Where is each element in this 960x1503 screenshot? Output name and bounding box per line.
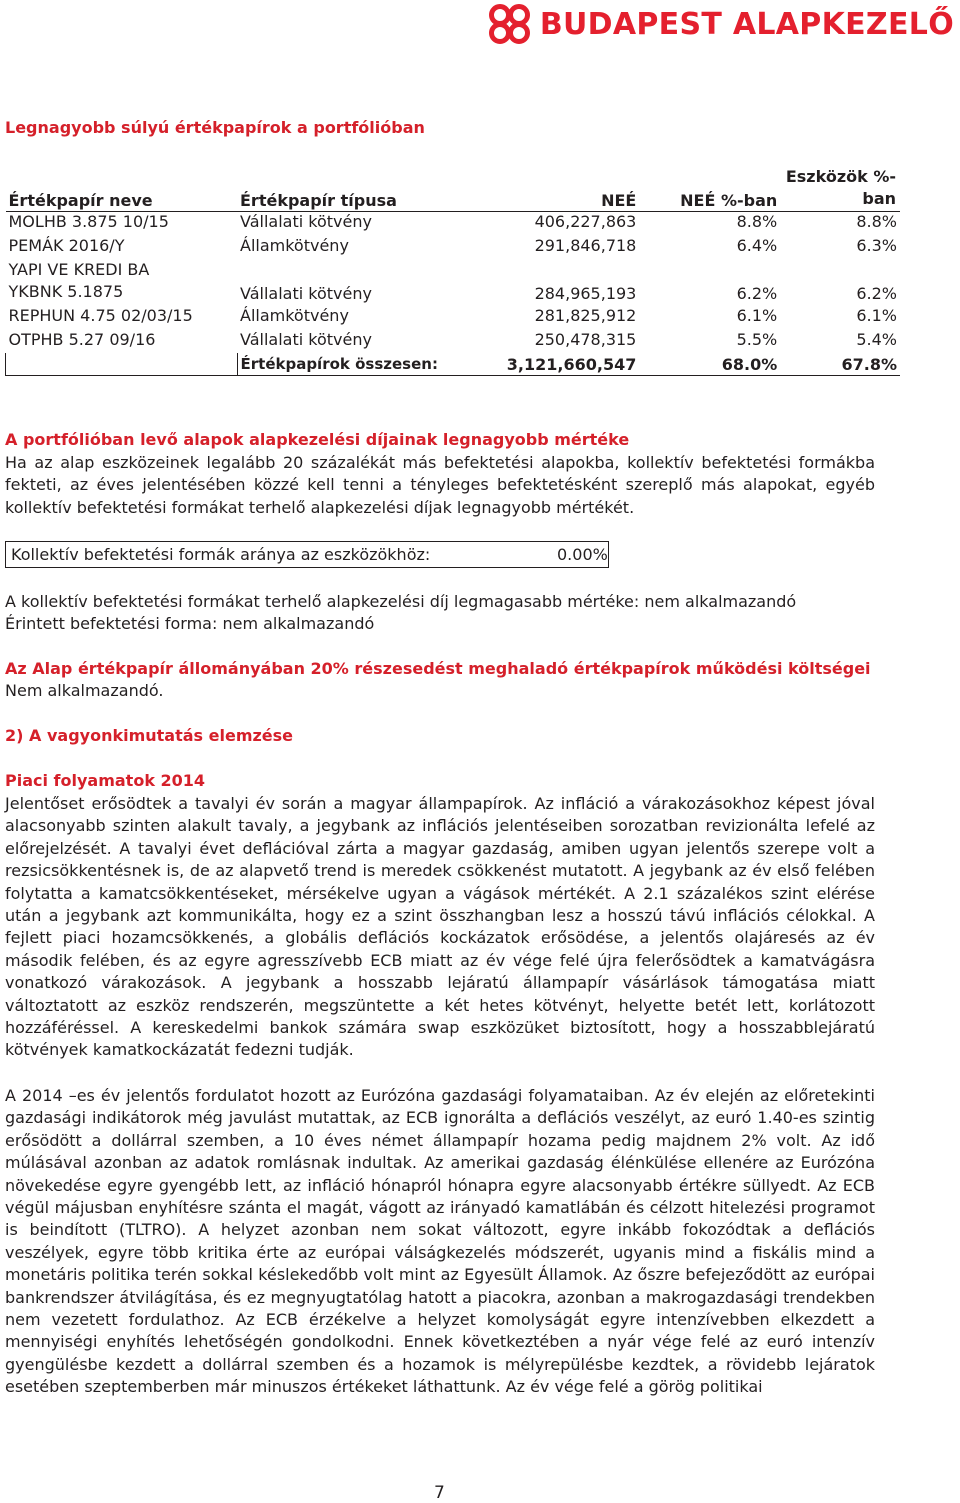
table-row bbox=[6, 330, 901, 354]
col-header-asset-pct: Eszközök %-ban bbox=[780, 166, 900, 212]
cell-nav-pct: 5.5% bbox=[736, 329, 778, 349]
fees-text: Ha az alap eszközeinek legalább 20 százalékát más befektetési alapokba, kollektív befektetési formákba fekteti, az éves jelentésében közzé kell tenni a tényleges befektetésként szereplő más alapokat, egyéb kollektív befektetési formákat terhelő alapkezelési díjak legnagyobb mértékét. bbox=[5, 453, 875, 517]
cell-name: PEMÁK 2016/Y bbox=[8, 235, 125, 255]
table-row bbox=[6, 259, 901, 303]
cell-type: Vállalati kötvény bbox=[240, 329, 372, 349]
cell-asset-pct: 6.3% bbox=[856, 235, 897, 255]
cell-nav: 281,825,912 bbox=[534, 306, 637, 325]
col-header-nav: NEÉ bbox=[471, 166, 639, 212]
collective-ratio-box bbox=[5, 541, 609, 568]
cell-asset-pct: 6.1% bbox=[856, 306, 897, 325]
total-blank-cell bbox=[6, 353, 238, 376]
collective-ratio-value: 0.00% bbox=[557, 545, 608, 564]
cell-type: Államkötvény bbox=[240, 235, 349, 255]
cell-nav: 250,478,315 bbox=[534, 329, 637, 349]
col-header-type: Értékpapír típusa bbox=[237, 166, 471, 212]
cell-nav-pct: 8.8% bbox=[736, 212, 778, 231]
table-total-row bbox=[6, 353, 901, 376]
analysis-paragraph-2: A 2014 –es év jelentős fordulatot hozott az Eurózóna gazdasági folyamataiban. Az év elején az előretekinti gazdasági indikátorok még javulást mutattak, az ECB ignorálta a deflációs veszélyt, az euró 1.40-es szintig erősödött a dollárral szemben, a 10 éves német állampapír hozama pedig majdnem 2% volt. Az idő múlásával azonban az adatok romlásnak indultak. Az amerikai gazdaság élénkülése ellenére az Eurózóna növekedése egyre gyengébb lett, az infláció hónapról hónapra egyre alacsonyabb értékre süllyedt. Az ECB végül májusban enyhítésre szánta el magát, vágott az irányadó kamatlábán és célzott hitelezési programot is beindított (TLTRO). A helyzet azonban nem sokat változott, egyre inkább fokozódtak a deflációs veszélyek, egyre több kritika érte az európai válságkezelés módszerét, ugyanis mind a fiskális mind a monetáris politika terén sokkal késlekedőbb volt mint az Egyesült Államok. Az őszre befejeződött az európai bankrendszer átvilágítása, és ez megnyugtatólag hatott a piacokra, azonban a makrogazdasági trendekben nem vezetett fordulathoz. Az ECB érzékelve a helyzet komolyságát egyre intenzívebben elkezdett a mennyiségi enyhítés lehetőségén gondolkodni. Ennek következtében a nyár vége felé az euró intenzív gyengülésbe kezdett a dollárral szemben és a hozamok is mélyrepülésbe kezdtek, a rövidebb lejáratok esetében szeptemberben már minuszos értékeket láthattunk. Az év vége felé a görög politikai bbox=[5, 1086, 875, 1397]
cell-asset-pct: 8.8% bbox=[856, 212, 897, 231]
operating-costs-title: Az Alap értékpapír állományában 20% részesedést meghaladó értékpapírok működési költségei bbox=[5, 659, 871, 678]
cell-nav-pct: 6.1% bbox=[736, 306, 778, 325]
top-holdings-title: Legnagyobb súlyú értékpapírok a portfólióban bbox=[5, 118, 425, 137]
cell-type: Vállalati kötvény bbox=[240, 212, 372, 231]
cell-nav-pct: 6.2% bbox=[736, 284, 778, 303]
cell-asset-pct: 5.4% bbox=[856, 329, 897, 349]
cell-type: Államkötvény bbox=[240, 306, 349, 325]
analysis-title: 2) A vagyonkimutatás elemzése bbox=[5, 726, 294, 745]
cell-name: REPHUN 4.75 02/03/15 bbox=[8, 306, 193, 325]
fees-title: A portfólióban levő alapok alapkezelési díjainak legnagyobb mértéke bbox=[5, 430, 630, 449]
cell-type: Vállalati kötvény bbox=[240, 284, 372, 303]
total-nav-pct: 68.0% bbox=[721, 354, 778, 374]
max-fee-line: A kollektív befektetési formákat terhelő alapkezelési díj legmagasabb mértéke: nem alkalmazandó bbox=[5, 592, 797, 611]
cell-nav-pct: 6.4% bbox=[736, 235, 778, 255]
collective-ratio-label: Kollektív befektetési formák aránya az eszközökhöz: bbox=[11, 545, 431, 564]
top-holdings-table bbox=[5, 166, 900, 376]
cell-name: MOLHB 3.875 10/15 bbox=[8, 212, 169, 231]
table-row bbox=[6, 236, 901, 260]
cell-nav: 406,227,863 bbox=[534, 212, 637, 231]
cell-name: OTPHB 5.27 09/16 bbox=[8, 329, 156, 349]
total-label: Értékpapírok összesen: bbox=[237, 353, 471, 376]
table-header-row bbox=[6, 166, 901, 212]
cell-nav: 291,846,718 bbox=[534, 235, 637, 255]
operating-costs-text: Nem alkalmazandó. bbox=[5, 681, 164, 700]
total-asset-pct: 67.8% bbox=[841, 354, 897, 374]
affected-form-line: Érintett befektetési forma: nem alkalmazandó bbox=[5, 614, 375, 633]
table-row bbox=[6, 303, 901, 330]
analysis-subtitle: Piaci folyamatok 2014 bbox=[5, 771, 206, 790]
cell-name: YAPI VE KREDI BA YKBNK 5.1875 bbox=[8, 260, 150, 301]
col-header-name: Értékpapír neve bbox=[6, 166, 238, 212]
cell-nav: 284,965,193 bbox=[534, 284, 637, 303]
logo-mark-icon bbox=[488, 4, 532, 44]
col-header-nav-pct: NEÉ %-ban bbox=[639, 166, 780, 212]
cell-asset-pct: 6.2% bbox=[856, 284, 897, 303]
analysis-paragraph-1: Jelentőset erősödtek a tavalyi év során a magyar állampapírok. Az infláció a várakozásokhoz képest jóval alacsonyabb szinten alakult tavaly, a jegybank az inflációs jelentéseiben sorozatban revizionálta lefelé az előrejelzését. A tavalyi évet deflációval zárta a magyar gazdaság, amiben ugyan jelentős szerepe volt a rezsicsökkentésnek is, de az alapvető trend is meredek csökkenést mutatott. A jegybank az év első felében folytatta a kamatcsökkentéseket, mérsékelve ugyan a vágások mértékét. A 2.1 százalékos szint elérése után a jegybank azt kommunikálta, hogy ez a szint összhangban lesz a hosszú távú inflációs célokkal. A fejlett piaci hozamcsökkenés, a globális deflációs kockázatok erősödése, a jelentős olajáresés az év második felében, és az egyre agresszívebb ECB miatt az év vége felé újra felerősödtek a kamatvágásra vonatkozó várakozások. A jegybank a hosszabb lejáratú állampapír vásárlások támogatása miatt változtatott az eszköz rendszerén, megszüntette a két hetes kötvényt, helyette betét lett, korlátozott hozzáféréssel. A kereskedelmi bankok számára swap eszközüket biztosított, hogy a hosszabblejáratú kötvények kamatkockázatát fedezni tudják. bbox=[5, 794, 875, 1060]
table-row bbox=[6, 212, 901, 236]
page-number: 7 bbox=[434, 1483, 445, 1503]
company-logo bbox=[488, 2, 954, 46]
total-nav: 3,121,660,547 bbox=[506, 354, 637, 374]
logo-text: BUDAPEST ALAPKEZELŐ bbox=[539, 6, 954, 42]
